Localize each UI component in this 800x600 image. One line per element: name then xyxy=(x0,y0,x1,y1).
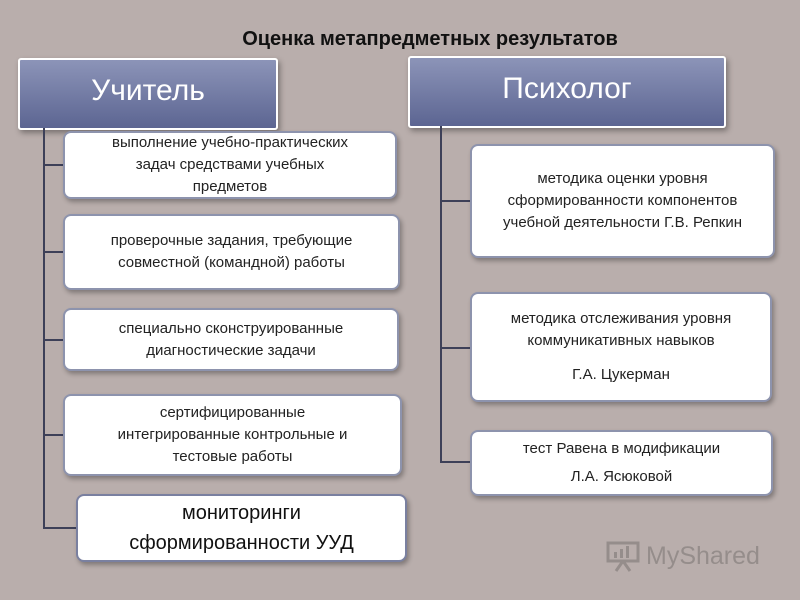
teacher-item xyxy=(63,308,399,371)
psychologist-item-1-line-1: методика оценки уровня xyxy=(537,170,708,187)
presentation-board-icon xyxy=(606,540,640,572)
teacher-header xyxy=(18,58,278,130)
page-title: Оценка метапредметных результатов xyxy=(242,28,618,50)
teacher-item xyxy=(63,131,397,199)
teacher-connector-1 xyxy=(43,164,63,166)
psychologist-item xyxy=(470,430,773,496)
psychologist-item-1-line-2: сформированности компонентов xyxy=(507,192,738,209)
psychologist-connector-3 xyxy=(440,461,470,463)
teacher-item-4-line-2: интегрированные контрольные и xyxy=(117,426,348,443)
psychologist-connector-1 xyxy=(440,200,470,202)
teacher-item xyxy=(63,394,402,476)
teacher-item-1-line-2: задач средствами учебных xyxy=(135,156,325,173)
teacher-item-1-line-3: предметов xyxy=(192,178,268,195)
teacher-item-2-line-2: совместной (командной) работы xyxy=(118,254,345,271)
psychologist-item-3-line-2: Л.А. Ясюковой xyxy=(570,468,673,485)
teacher-item xyxy=(63,214,400,290)
teacher-item-1-line-1: выполнение учебно-практических xyxy=(111,134,349,151)
teacher-connector-2 xyxy=(43,251,63,253)
teacher-connector-5 xyxy=(43,527,76,529)
watermark-text: MyShared xyxy=(646,541,760,570)
teacher-item-2-line-1: проверочные задания, требующие xyxy=(110,232,353,249)
teacher-header-label: Учитель xyxy=(91,74,205,107)
psychologist-item-1-line-3: учебной деятельности Г.В. Репкин xyxy=(503,214,742,231)
teacher-connector-3 xyxy=(43,339,63,341)
psychologist-header xyxy=(408,56,726,128)
teacher-item-4-line-3: тестовые работы xyxy=(172,448,293,465)
watermark-logo xyxy=(606,538,760,574)
psychologist-item-2-line-2: коммуникативных навыков xyxy=(527,332,715,349)
psychologist-item-2-line-1: методика отслеживания уровня xyxy=(510,310,732,327)
teacher-item-3-line-1: специально сконструированные xyxy=(118,319,344,337)
teacher-item-highlight xyxy=(76,494,407,562)
teacher-item-3-line-2: диагностические задачи xyxy=(146,341,316,359)
psychologist-item xyxy=(470,292,772,402)
teacher-connector-trunk xyxy=(43,128,45,528)
teacher-connector-4 xyxy=(43,434,63,436)
psychologist-connector-2 xyxy=(440,347,470,349)
psychologist-item-2-line-3: Г.А. Цукерман xyxy=(572,366,670,383)
psychologist-item-3-line-1: тест Равена в модификации xyxy=(522,440,721,457)
teacher-item-5-line-2: сформированности УУД xyxy=(129,532,354,554)
psychologist-item xyxy=(470,144,775,258)
teacher-item-5-line-1: мониторинги xyxy=(182,502,301,524)
psychologist-connector-trunk xyxy=(440,126,442,463)
psychologist-header-label: Психолог xyxy=(502,72,632,105)
teacher-item-4-line-1: сертифицированные xyxy=(159,404,306,421)
